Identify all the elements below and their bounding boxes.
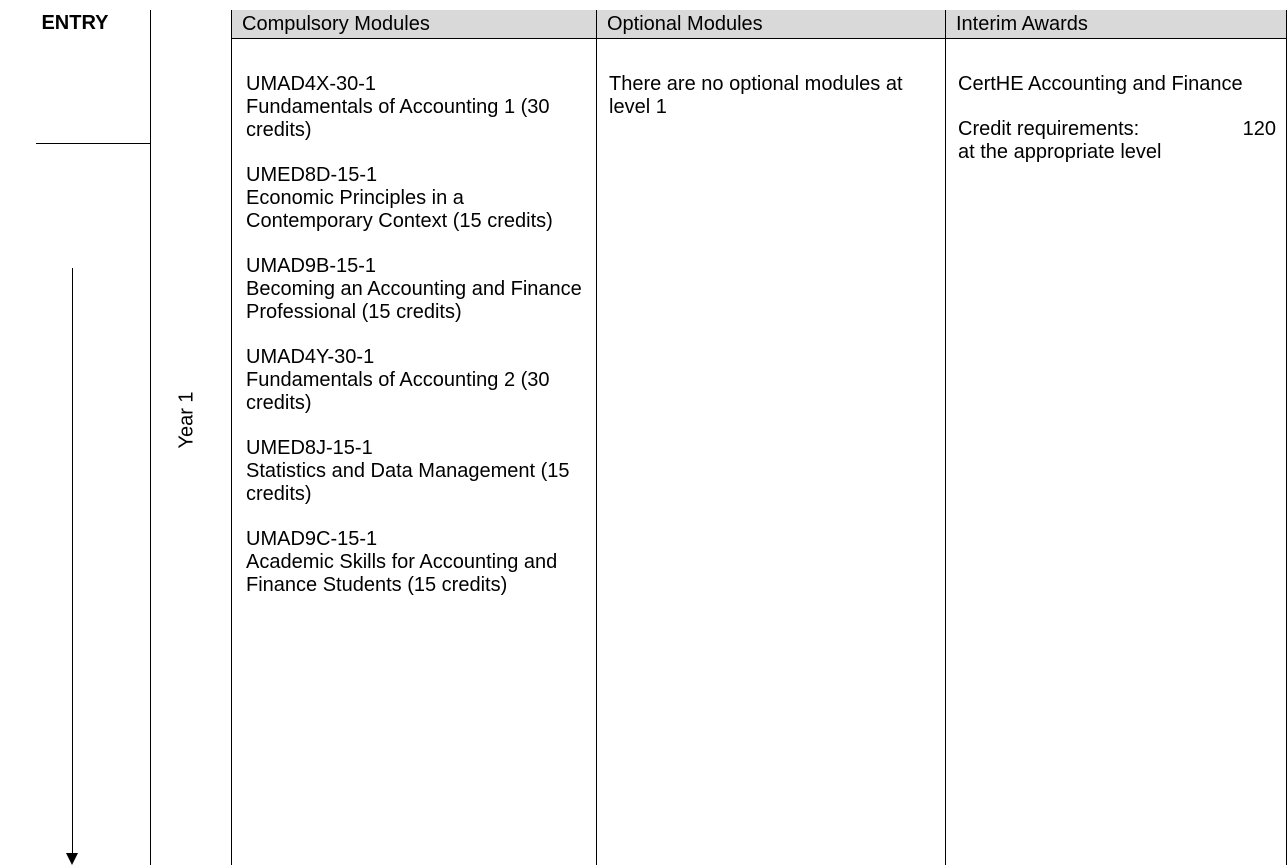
module-item [246,73,582,142]
optional-modules-text: There are no optional modules at level 1 [609,73,903,118]
optional-modules-header: Optional Modules [597,10,945,38]
module-code: UMED8D-15-1 [246,164,378,186]
module-title: Fundamentals of Accounting 2 (30 credits) [246,369,550,414]
module-item [246,437,582,506]
module-title: Becoming an Accounting and Finance Professional (15 credits) [246,278,582,323]
interim-awards-header: Interim Awards [946,10,1286,38]
module-code: UMAD9B-15-1 [246,255,377,277]
credit-requirements-level: at the appropriate level [958,141,1162,163]
compulsory-modules-list [246,73,582,619]
credit-requirements-value: 120 [1242,118,1276,140]
module-title: Statistics and Data Management (15 credits) [246,460,570,505]
credit-requirements-line [958,118,1276,141]
year-label: Year 1 [175,391,198,449]
entry-horizontal-line [36,143,151,144]
module-item [246,164,582,233]
compulsory-modules-header: Compulsory Modules [232,10,596,38]
module-code: UMAD4X-30-1 [246,73,377,95]
interim-award-name: CertHE Accounting and Finance [958,73,1243,95]
year-col-divider [231,10,232,865]
right-border [1286,10,1287,865]
header-bottom-border [231,38,1287,39]
interim-awards-content [958,73,1278,164]
module-item [246,346,582,415]
progression-arrow-shaft [72,268,73,854]
arrow-down-icon [66,853,78,865]
module-title: Academic Skills for Accounting and Finance Students (15 credits) [246,551,558,596]
entry-divider [150,10,151,865]
module-item [246,528,582,597]
entry-label: ENTRY [41,12,109,34]
module-code: UMAD4Y-30-1 [246,346,375,368]
credit-requirements [958,118,1276,164]
module-code: UMAD9C-15-1 [246,528,378,550]
credit-requirements-label: Credit requirements: [958,118,1140,140]
optional-col-divider [945,10,946,865]
module-title: Economic Principles in a Contemporary Context (15 credits) [246,187,553,232]
module-title: Fundamentals of Accounting 1 (30 credits) [246,96,550,141]
module-item [246,255,582,324]
compulsory-col-divider [596,10,597,865]
module-code: UMED8J-15-1 [246,437,373,459]
